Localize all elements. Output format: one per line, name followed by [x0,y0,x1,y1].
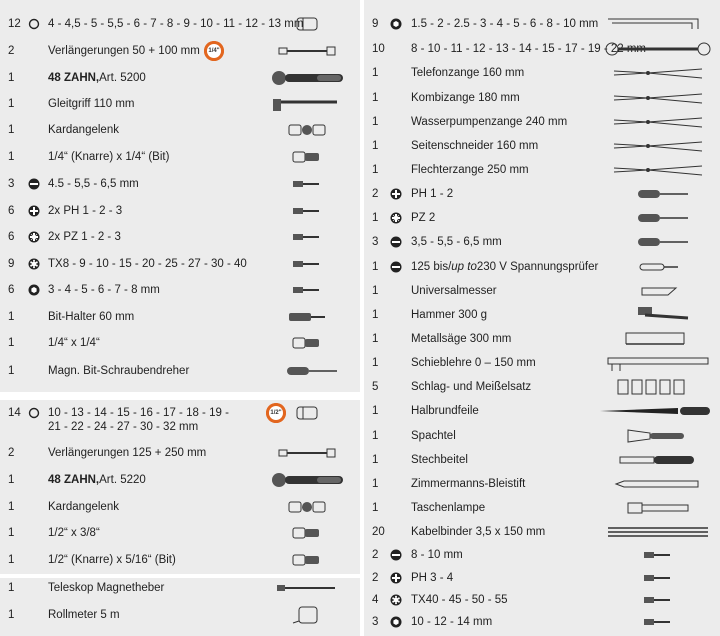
item-quantity: 1 [8,582,15,594]
item-quantity: 6 [8,284,15,296]
hex-drive-icon [28,284,40,296]
item-description: 2x PZ 1 - 2 - 3 [48,231,121,243]
slot-drive-icon [390,236,402,248]
item-quantity: 1 [8,501,15,513]
item-description: Flechterzange 250 mm [411,164,529,176]
item-quantity: 2 [372,549,379,561]
item-quantity: 1 [372,309,379,321]
caliper-icon [600,354,716,377]
item-description: Gleitgriff 110 mm [48,98,135,110]
item-description-rest: Art. 5200 [99,72,146,84]
item-description: TX8 - 9 - 10 - 15 - 20 - 25 - 27 - 30 - 40 [48,258,247,270]
voltage-tester-icon [600,258,716,281]
ring-drive-icon [28,18,40,30]
tape-measure-icon [262,606,352,629]
item-quantity: 1 [372,333,379,345]
item-quantity: 1 [372,212,379,224]
item-description-rest: Art. 5220 [99,474,146,486]
drive-size-badge [204,41,224,61]
hex-drive-icon [390,18,402,30]
item-quantity: 1 [8,124,15,136]
item-description: Magn. Bit-Schraubendreher [48,365,190,377]
item-quantity: 5 [372,381,379,393]
item-quantity: 3 [372,616,379,628]
item-quantity: 1 [372,430,379,442]
bit-icon [262,281,352,304]
item-description: Schieblehre 0 – 150 mm [411,357,536,369]
screwdriver-icon [262,362,352,385]
item-description: Kardangelenk [48,501,119,513]
bit-icon [600,546,716,569]
item-description: Kabelbinder 3,5 x 150 mm [411,526,546,538]
socket-icon [262,404,352,427]
item-description: Wasserpumpenzange 240 mm [411,116,568,128]
item-quantity: 1 [372,261,379,273]
pencil-icon [600,475,716,498]
item-description: 8 - 10 mm [411,549,463,561]
item-quantity: 1 [372,285,379,297]
hex-drive-icon [390,616,402,628]
item-description: Kardangelenk [48,124,119,136]
adapter-icon [262,334,352,357]
phillips-drive-icon [28,205,40,217]
item-quantity: 6 [8,205,15,217]
item-quantity: 1 [372,140,379,152]
item-description: 1/4“ (Knarre) x 1/4“ (Bit) [48,151,170,163]
item-description: 10 - 13 - 14 - 15 - 16 - 17 - 18 - 19 - [48,407,229,419]
item-description: Schlag- und Meißelsatz [411,381,532,393]
item-description: 4.5 - 5,5 - 6,5 mm [48,178,139,190]
pliers-icon [600,89,716,112]
bit-icon [262,175,352,198]
item-description: Stechbeitel [411,454,468,466]
water-pump-pliers-icon [600,113,716,136]
item-description-bold: 48 ZAHN, [48,474,100,486]
item-quantity: 1 [8,365,15,377]
bit-icon [600,569,716,592]
bit-icon [262,202,352,225]
item-quantity: 1 [372,502,379,514]
item-quantity: 3 [8,178,15,190]
item-description: Universalmesser [411,285,497,297]
item-description: Halbrundfeile [411,405,479,417]
item-description: 1/2“ x 3/8“ [48,527,100,539]
item-quantity: 1 [372,92,379,104]
combination-wrench-icon [600,40,716,63]
drive-size-badge-label: 1/2" [269,406,283,420]
slot-drive-icon [390,261,402,273]
extension-bar-icon [262,444,352,467]
adapter-icon [262,524,352,547]
item-description: 4 - 4,5 - 5 - 5,5 - 6 - 7 - 8 - 9 - 10 - 11 - 12 - 13 mm [48,18,304,30]
item-description-part: 230 V Spannungsprüfer [476,261,599,273]
screwdriver-icon [600,185,716,208]
item-quantity: 2 [372,188,379,200]
item-description-italic: up to [451,261,477,273]
item-quantity: 1 [8,98,15,110]
torx-drive-icon [28,258,40,270]
item-description: Rollmeter 5 m [48,609,120,621]
item-description: Teleskop Magnetheber [48,582,165,594]
utility-knife-icon [600,282,716,305]
bit-icon [262,255,352,278]
item-description: PH 1 - 2 [411,188,454,200]
item-description: 10 - 12 - 14 mm [411,616,493,628]
item-quantity: 1 [8,151,15,163]
item-quantity: 9 [8,258,15,270]
item-quantity: 3 [372,236,379,248]
item-quantity: 2 [372,572,379,584]
torx-drive-icon [390,594,402,606]
item-description: 1/4“ x 1/4“ [48,337,100,349]
item-description-part: 125 bis/ [411,261,452,273]
item-description: Telefonzange 160 mm [411,67,525,79]
item-quantity: 1 [372,478,379,490]
item-quantity: 1 [8,72,15,84]
item-quantity: 1 [372,67,379,79]
slot-drive-icon [28,178,40,190]
item-quantity: 4 [372,594,379,606]
side-cutter-icon [600,137,716,160]
item-description: Verlängerungen 50 + 100 mm [48,45,200,57]
item-quantity: 20 [372,526,385,538]
item-quantity: 2 [8,447,15,459]
ring-drive-icon [28,407,40,419]
item-description [48,469,146,491]
pliers-icon [600,64,716,87]
item-quantity: 1 [8,474,15,486]
item-description: 2x PH 1 - 2 - 3 [48,205,123,217]
screwdriver-icon [600,233,716,256]
item-description: 1/2“ (Knarre) x 5/16“ (Bit) [48,554,176,566]
chisel-set-icon [600,378,716,401]
item-description-bold: 48 ZAHN, [48,72,100,84]
item-quantity: 1 [8,311,15,323]
item-description: Spachtel [411,430,456,442]
bit-holder-icon [262,308,352,331]
item-quantity: 9 [372,18,379,30]
extension-bar-icon [262,42,352,65]
bit-icon [600,591,716,614]
cable-tie-icon [600,523,716,546]
telescopic-magnet-icon [262,579,352,602]
wood-chisel-icon [600,451,716,474]
item-description: PZ 2 [411,212,436,224]
item-description: Zimmermanns-Bleistift [411,478,526,490]
slot-drive-icon [390,549,402,561]
spatula-icon [600,427,716,450]
item-description: Hammer 300 g [411,309,488,321]
socket-icon [262,15,352,38]
hex-key-icon [600,15,716,38]
flashlight-icon [600,499,716,522]
item-quantity: 2 [8,45,15,57]
item-quantity: 1 [8,554,15,566]
item-quantity: 1 [8,337,15,349]
item-quantity: 1 [372,164,379,176]
item-description: Seitenschneider 160 mm [411,140,539,152]
item-quantity: 12 [8,18,21,30]
item-quantity: 1 [372,405,379,417]
item-description: Metallsäge 300 mm [411,333,512,345]
pincers-icon [600,161,716,184]
item-description: Verlängerungen 125 + 250 mm [48,447,207,459]
sliding-t-bar-icon [262,95,352,118]
adapter-icon [262,148,352,171]
ratchet-icon [262,471,352,494]
hacksaw-icon [600,330,716,353]
drive-size-badge-label: 1/4" [207,44,221,58]
item-description: 8 - 10 - 11 - 12 - 13 - 14 - 15 - 17 - 19 - 22 mm [411,43,646,55]
item-description-line2: 21 - 22 - 24 - 27 - 30 - 32 mm [48,421,199,433]
bit-icon [262,228,352,251]
item-description: Taschenlampe [411,502,486,514]
hammer-icon [600,306,716,329]
item-description: 3,5 - 5,5 - 6,5 mm [411,236,502,248]
item-quantity: 1 [8,609,15,621]
ratchet-icon [262,69,352,92]
phillips-drive-icon [390,572,402,584]
item-quantity: 1 [8,527,15,539]
item-description: 1.5 - 2 - 2.5 - 3 - 4 - 5 - 6 - 8 - 10 mm [411,18,599,30]
item-quantity: 1 [372,454,379,466]
universal-joint-icon [262,498,352,521]
item-quantity: 6 [8,231,15,243]
item-quantity: 14 [8,407,21,419]
pozi-drive-icon [390,212,402,224]
item-quantity: 10 [372,43,385,55]
item-description [48,67,146,89]
phillips-drive-icon [390,188,402,200]
item-description: 3 - 4 - 5 - 6 - 7 - 8 mm [48,284,160,296]
adapter-icon [262,551,352,574]
item-description: TX40 - 45 - 50 - 55 [411,594,508,606]
universal-joint-icon [262,121,352,144]
bit-icon [600,613,716,636]
item-quantity: 1 [372,116,379,128]
item-description: PH 3 - 4 [411,572,454,584]
pozi-drive-icon [28,231,40,243]
file-icon [600,402,716,425]
item-description: Kombizange 180 mm [411,92,520,104]
item-quantity: 1 [372,357,379,369]
item-description [411,256,598,278]
item-description: Bit-Halter 60 mm [48,311,135,323]
screwdriver-icon [600,209,716,232]
